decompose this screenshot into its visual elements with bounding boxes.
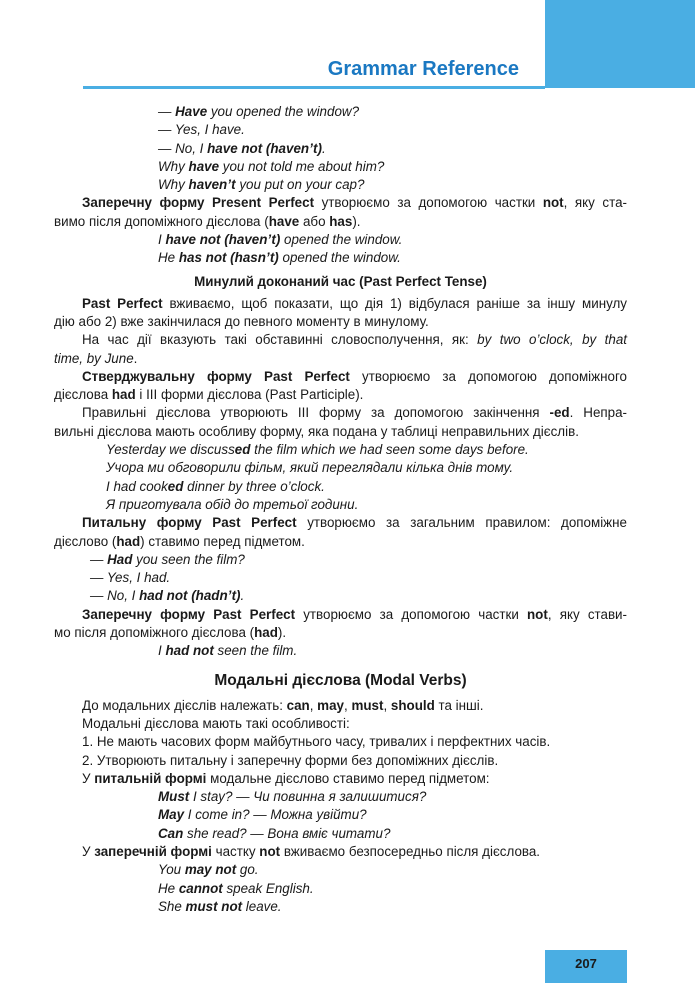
text-line: — Have you opened the window?	[158, 104, 360, 119]
text-line: 1. Не мають часових форм майбутнього часу, тривалих і перфектних часів.	[82, 734, 551, 750]
text-line: Заперечну форму Past Perfect утворюємо за допомогою частки not, яку стави-	[82, 606, 627, 622]
text-line: дієслова had і III форми дієслова (Past Participle).	[54, 387, 364, 403]
text-line: мо після допоміжного дієслова (had).	[54, 625, 287, 641]
text-line: Why have you not told me about him?	[158, 158, 385, 174]
text-line: Питальну форму Past Perfect утворюємо за загальним правилом: допоміжне	[82, 515, 627, 531]
page-number: 207	[575, 956, 597, 971]
text-line: I have not (haven’t) opened the window.	[158, 232, 403, 248]
text-line: He has not (hasn’t) opened the window.	[158, 250, 401, 266]
text-line: — No, I have not (haven’t).	[158, 140, 326, 156]
text-line: She must not leave.	[158, 898, 282, 914]
text-line: Why haven’t you put on your cap?	[158, 177, 365, 193]
header-accent-block	[545, 0, 695, 88]
text-line: На час дії вказують такі обставинні словосполучення, як: by two o’clock, by that	[82, 332, 627, 348]
text-line: У заперечній формі частку not вживаємо безпосередньо після дієслова.	[82, 843, 541, 859]
text-line: Must I stay? — Чи повинна я залишитися?	[158, 789, 427, 805]
text-line: Я приготувала обід до третьої години.	[106, 496, 359, 512]
section-heading: Минулий доконаний час (Past Perfect Tense)	[194, 273, 487, 289]
text-line: дієслово (had) ставимо перед підметом.	[54, 533, 305, 549]
text-line: Учора ми обговорили фільм, який переглядали кілька днів тому.	[106, 460, 514, 476]
text-line: дію або 2) вже закінчилася до певного моменту в минулому.	[54, 313, 429, 329]
page-title: Grammar Reference	[327, 58, 519, 80]
text-line: До модальних дієслів належать: can, may, must, should та інші.	[82, 697, 484, 713]
text-line: — Yes, I had.	[90, 570, 171, 586]
text-line: Правильні дієслова утворюють III форму за допомогою закінчення -ed. Непра-	[82, 405, 627, 421]
text-line: He cannot speak English.	[158, 880, 314, 896]
text-line: I had cooked dinner by three o’clock.	[106, 478, 325, 494]
text-line: Past Perfect вживаємо, щоб показати, що дія 1) відбулася раніше за іншу минулу	[82, 295, 627, 311]
text-line: Can she read? — Вона вміє читати?	[158, 825, 391, 841]
text-line: 2. Утворюють питальну і заперечну форми без допоміжних дієслів.	[82, 752, 499, 768]
text-line: time, by June.	[54, 350, 138, 366]
grammar-text-body	[54, 103, 627, 916]
text-line: I had not seen the film.	[158, 643, 298, 659]
text-line: May I come in? — Можна увійти?	[158, 807, 367, 823]
text-line: вимо після допоміжного дієслова (have або has).	[54, 213, 361, 229]
section-heading: Модальні дієслова (Modal Verbs)	[214, 671, 467, 689]
text-line: — No, I had not (hadn’t).	[90, 588, 245, 604]
text-line: Заперечну форму Present Perfect утворюємо за допомогою частки not, яку ста-	[82, 195, 628, 211]
text-line: — Had you seen the film?	[90, 551, 245, 567]
text-line: У питальній формі модальне дієслово ставимо перед підметом:	[82, 770, 490, 786]
text-line: вильні дієслова мають особливу форму, яка подана у таблиці неправильних дієслів.	[54, 423, 579, 439]
header-rule	[83, 86, 545, 89]
text-line: You may not go.	[158, 862, 259, 878]
text-line: Yesterday we discussed the film which we had seen some days before.	[106, 442, 529, 458]
text-line: — Yes, I have.	[158, 122, 245, 138]
text-line: Модальні дієслова мають такі особливості:	[82, 715, 350, 731]
text-line: Стверджувальну форму Past Perfect утворюємо за допомогою допоміжного	[82, 368, 627, 384]
